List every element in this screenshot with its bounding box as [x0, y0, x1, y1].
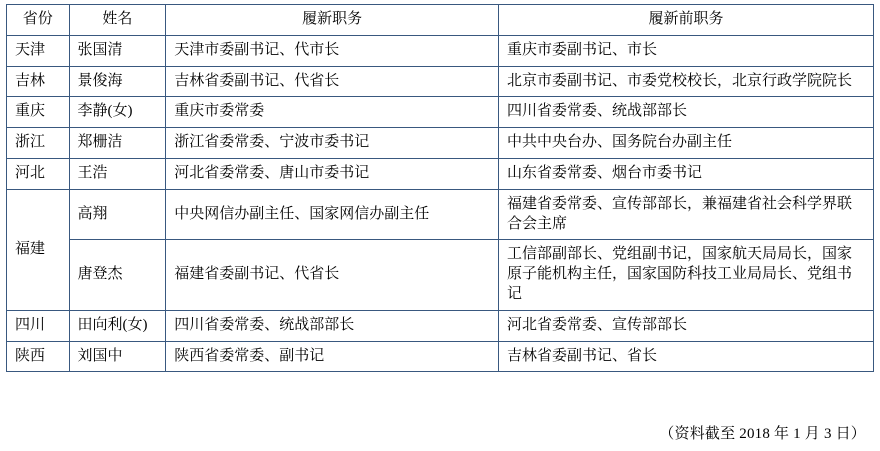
officials-table — [6, 4, 874, 372]
cell-new-post: 河北省委常委、唐山市委书记 — [166, 158, 499, 189]
table-row — [7, 35, 874, 66]
cell-old-post: 工信部副部长、党组副书记，国家航天局局长，国家原子能机构主任，国家国防科技工业局局长、党组书记 — [498, 240, 873, 310]
table-sheet — [0, 4, 880, 451]
table-row — [7, 158, 874, 189]
column-header-old-post: 履新前职务 — [498, 5, 873, 36]
cell-new-post: 吉林省委副书记、代省长 — [166, 66, 499, 97]
cell-name: 刘国中 — [69, 341, 166, 372]
cell-province: 四川 — [7, 310, 70, 341]
cell-province: 重庆 — [7, 97, 70, 128]
cell-new-post: 浙江省委常委、宁波市委书记 — [166, 128, 499, 159]
cell-name: 田向利(女) — [69, 310, 166, 341]
cell-name: 景俊海 — [69, 66, 166, 97]
cell-province: 河北 — [7, 158, 70, 189]
cell-name: 高翔 — [69, 189, 166, 240]
cell-province: 吉林 — [7, 66, 70, 97]
cell-old-post: 北京市委副书记、市委党校校长，北京行政学院院长 — [498, 66, 873, 97]
cell-name: 张国清 — [69, 35, 166, 66]
table-body — [7, 35, 874, 372]
cell-old-post: 福建省委常委、宣传部部长，兼福建省社会科学界联合会主席 — [498, 189, 873, 240]
table-row — [7, 240, 874, 310]
table-header — [7, 5, 874, 36]
cell-new-post: 四川省委常委、统战部部长 — [166, 310, 499, 341]
table-row — [7, 341, 874, 372]
cell-old-post: 四川省委常委、统战部部长 — [498, 97, 873, 128]
cell-province: 陕西 — [7, 341, 70, 372]
column-header-province: 省份 — [7, 5, 70, 36]
column-header-name: 姓名 — [69, 5, 166, 36]
cell-new-post: 重庆市委常委 — [166, 97, 499, 128]
cell-new-post: 中央网信办副主任、国家网信办副主任 — [166, 189, 499, 240]
cell-province: 天津 — [7, 35, 70, 66]
table-header-row — [7, 5, 874, 36]
column-header-new-post: 履新职务 — [166, 5, 499, 36]
source-footnote: （资料截至 2018 年 1 月 3 日） — [659, 426, 866, 442]
cell-name: 王浩 — [69, 158, 166, 189]
cell-new-post: 天津市委副书记、代市长 — [166, 35, 499, 66]
table-row — [7, 128, 874, 159]
cell-province: 福建 — [7, 189, 70, 310]
cell-new-post: 福建省委副书记、代省长 — [166, 240, 499, 310]
table-row — [7, 97, 874, 128]
table-row — [7, 310, 874, 341]
cell-old-post: 重庆市委副书记、市长 — [498, 35, 873, 66]
cell-name: 郑栅洁 — [69, 128, 166, 159]
cell-name: 李静(女) — [69, 97, 166, 128]
table-row — [7, 66, 874, 97]
cell-old-post: 河北省委常委、宣传部部长 — [498, 310, 873, 341]
cell-name: 唐登杰 — [69, 240, 166, 310]
cell-old-post: 吉林省委副书记、省长 — [498, 341, 873, 372]
cell-new-post: 陕西省委常委、副书记 — [166, 341, 499, 372]
cell-province: 浙江 — [7, 128, 70, 159]
cell-old-post: 中共中央台办、国务院台办副主任 — [498, 128, 873, 159]
table-row — [7, 189, 874, 240]
cell-old-post: 山东省委常委、烟台市委书记 — [498, 158, 873, 189]
